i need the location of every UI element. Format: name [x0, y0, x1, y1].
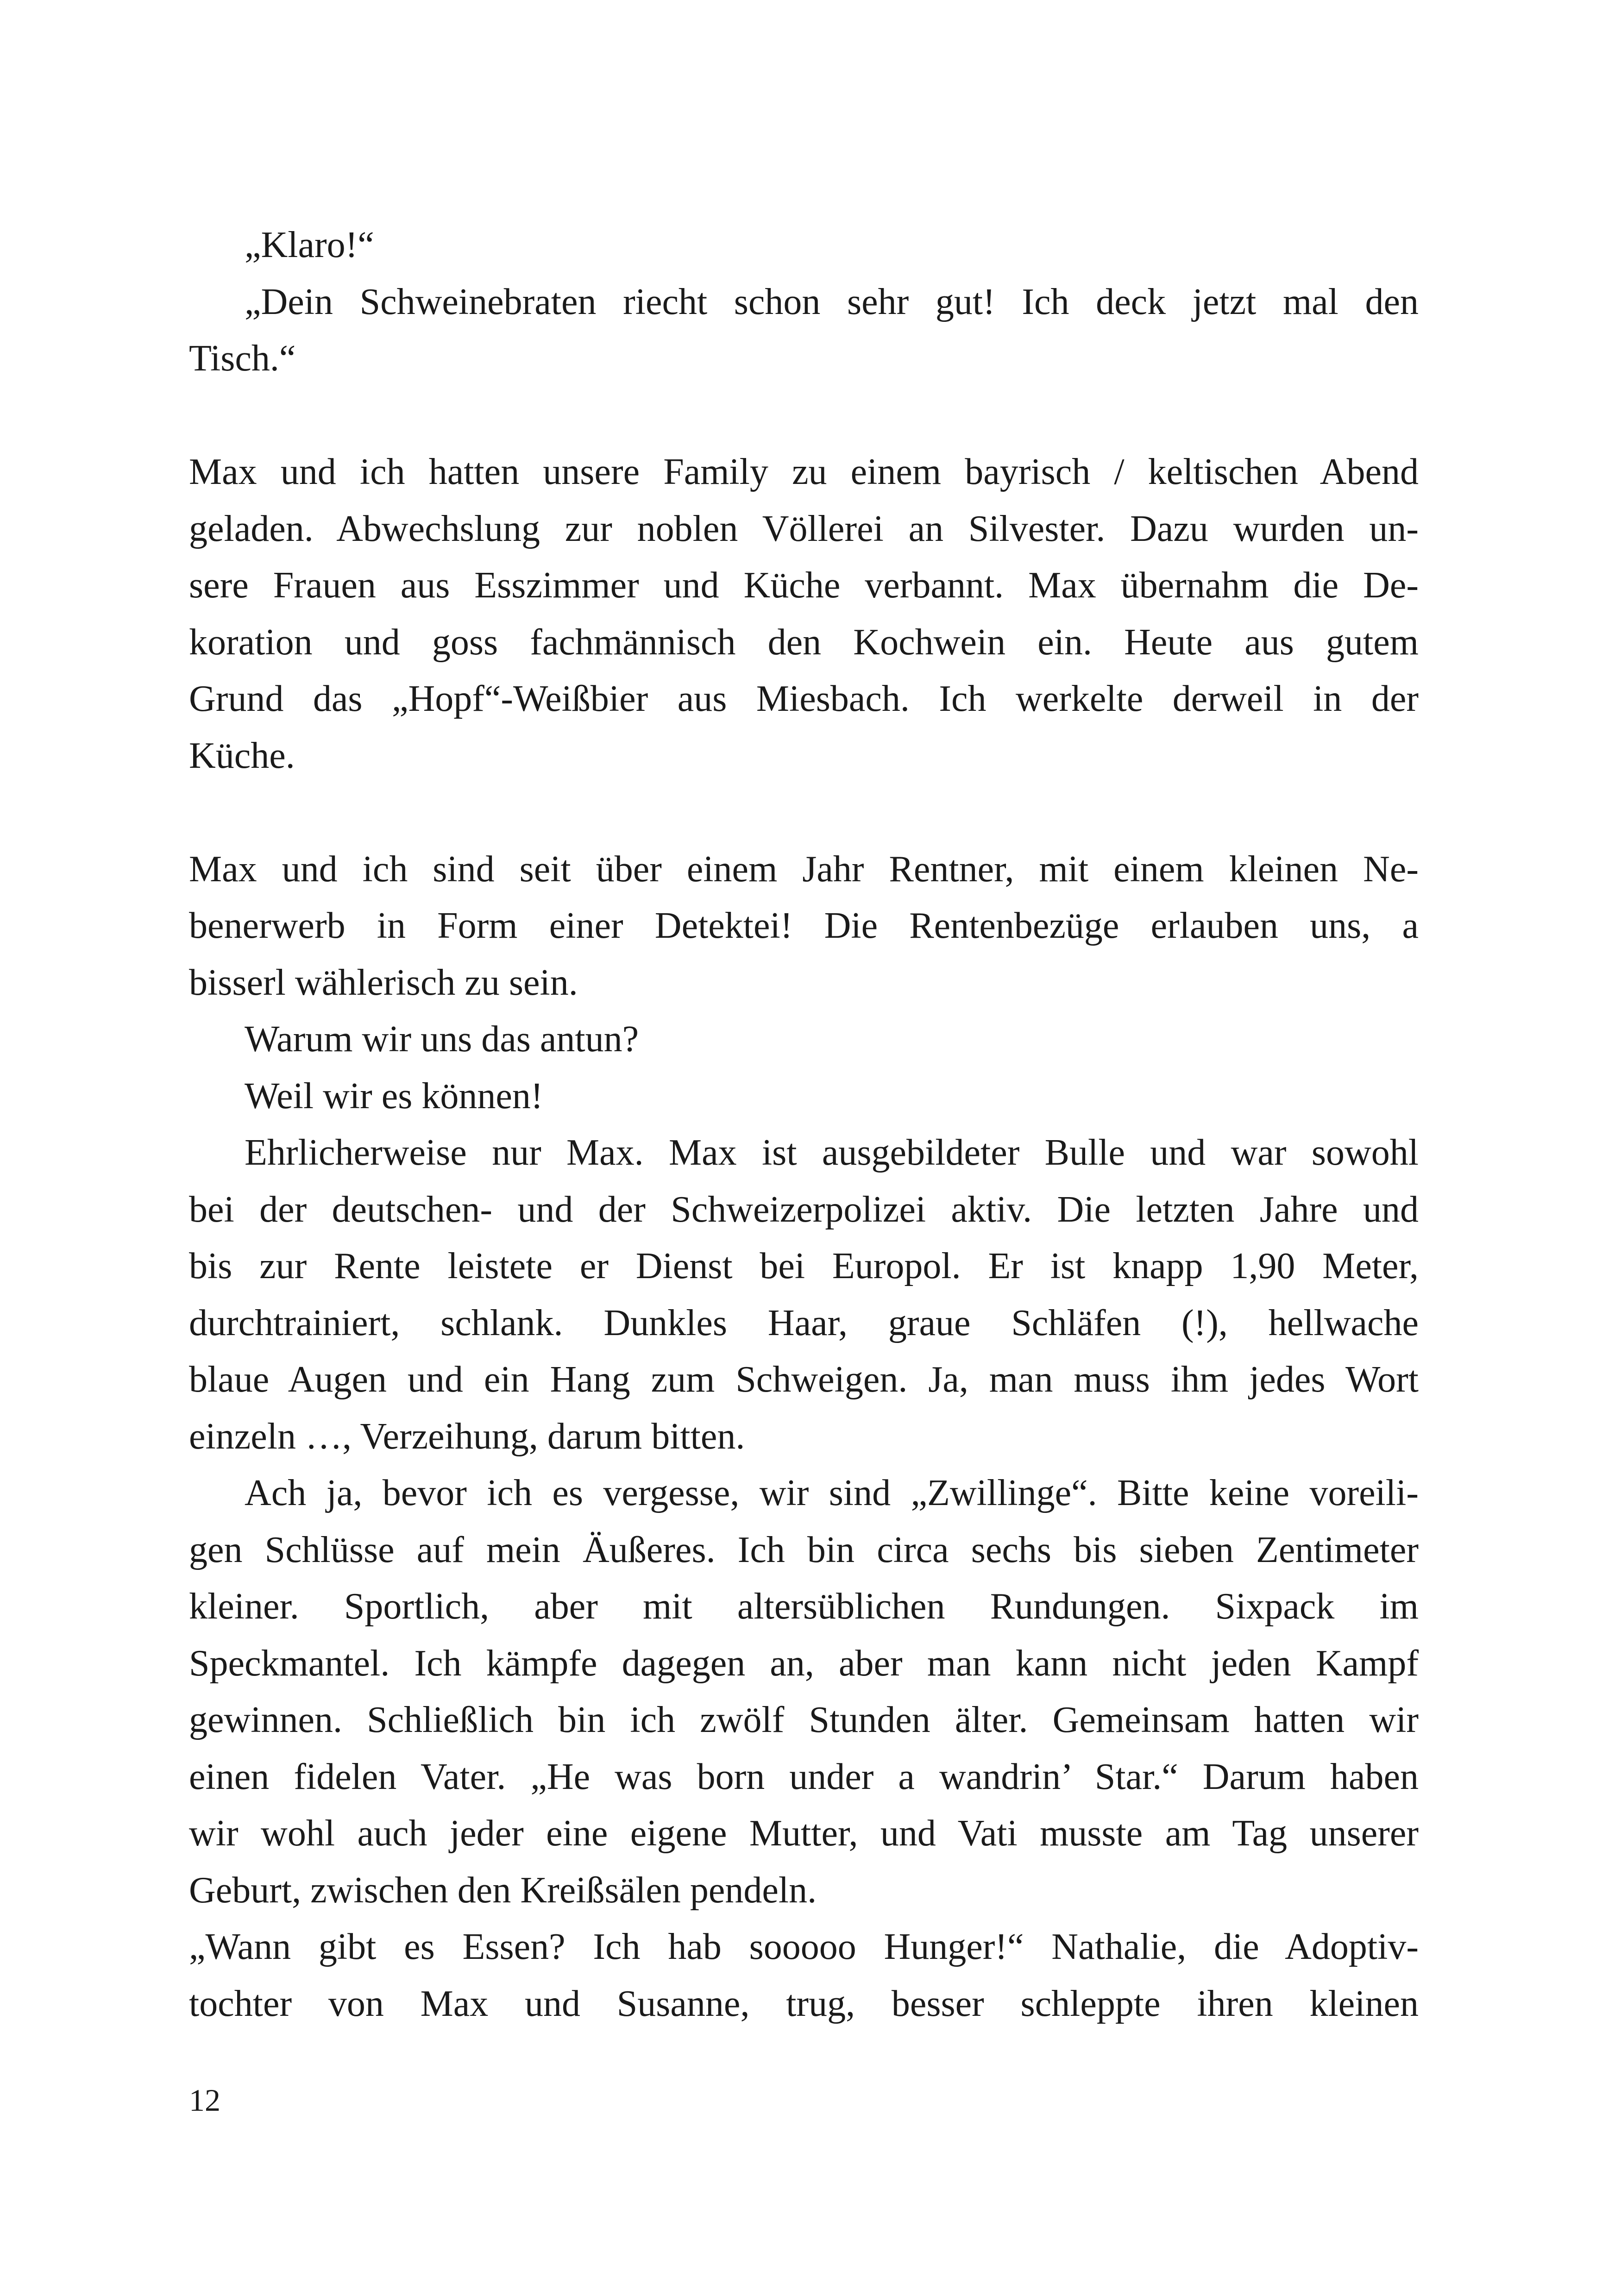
text-line: Warum wir uns das antun?: [245, 1019, 639, 1060]
text-line: Küche.: [189, 735, 295, 776]
text-line: bisserl wählerisch zu sein.: [189, 962, 578, 1003]
page-number: 12: [189, 2083, 220, 2118]
text-line: gen Schlüsse auf mein Äußeres. Ich bin circa sechs bis sieben Zentimeter: [189, 1529, 1419, 1570]
blank-line: [189, 784, 1419, 841]
text-line: Geburt, zwischen den Kreißsälen pendeln.: [189, 1869, 817, 1911]
text-line: einen fidelen Vater. „He was born under a wandrin’ Star.“ Darum haben: [189, 1756, 1419, 1797]
text-line: Max und ich hatten unsere Family zu einem bayrisch / keltischen Abend: [189, 452, 1419, 492]
text-line: durchtrainiert, schlank. Dunkles Haar, graue Schläfen (!), hellwache: [189, 1302, 1419, 1343]
text-line: gewinnen. Schließlich bin ich zwölf Stunden älter. Gemeinsam hatten wir: [189, 1700, 1419, 1740]
text-line: koration und goss fachmännisch den Kochwein ein. Heute aus gutem: [189, 621, 1419, 663]
text-line: tochter von Max und Susanne, trug, besser schleppte ihren kleinen: [189, 1983, 1419, 2024]
text-line: kleiner. Sportlich, aber mit altersüblichen Rundungen. Sixpack im: [189, 1586, 1419, 1627]
text-line: blaue Augen und ein Hang zum Schweigen. Ja, man muss ihm jedes Wort: [189, 1359, 1419, 1400]
text-line: Ehrlicherweise nur Max. Max ist ausgebildeter Bulle und war sowohl: [245, 1132, 1419, 1173]
text-line: „Klaro!“: [245, 225, 374, 265]
text-line: Max und ich sind seit über einem Jahr Rentner, mit einem kleinen Ne-: [189, 848, 1419, 890]
text-line: sere Frauen aus Esszimmer und Küche verbannt. Max übernahm die De-: [189, 565, 1419, 606]
text-line: bei der deutschen- und der Schweizerpolizei aktiv. Die letzten Jahre und: [189, 1189, 1419, 1230]
body-text: [189, 217, 1419, 2032]
text-line: Grund das „Hopf“-Weißbier aus Miesbach. Ich werkelte derweil in der: [189, 678, 1419, 719]
text-line: Ach ja, bevor ich es vergesse, wir sind „Zwillinge“. Bitte keine voreili-: [245, 1473, 1419, 1513]
text-line: Weil wir es können!: [245, 1075, 543, 1117]
text-line: einzeln …, Verzeihung, darum bitten.: [189, 1416, 745, 1457]
text-line: wir wohl auch jeder eine eigene Mutter, und Vati musste am Tag unserer: [189, 1813, 1419, 1854]
text-line: „Dein Schweinebraten riecht schon sehr gut! Ich deck jetzt mal den: [245, 281, 1419, 322]
text-line: Speckmantel. Ich kämpfe dagegen an, aber man kann nicht jeden Kampf: [189, 1643, 1419, 1684]
text-line: geladen. Abwechslung zur noblen Völlerei an Silvester. Dazu wurden un-: [189, 508, 1419, 549]
text-line: „Wann gibt es Essen? Ich hab sooooo Hunger!“ Nathalie, die Adoptiv-: [189, 1926, 1419, 1967]
text-line: Tisch.“: [189, 338, 296, 379]
text-line: bis zur Rente leistete er Dienst bei Europol. Er ist knapp 1,90 Meter,: [189, 1246, 1419, 1286]
blank-line: [189, 387, 1419, 444]
text-line: benerwerb in Form einer Detektei! Die Rentenbezüge erlauben uns, a: [189, 905, 1419, 946]
